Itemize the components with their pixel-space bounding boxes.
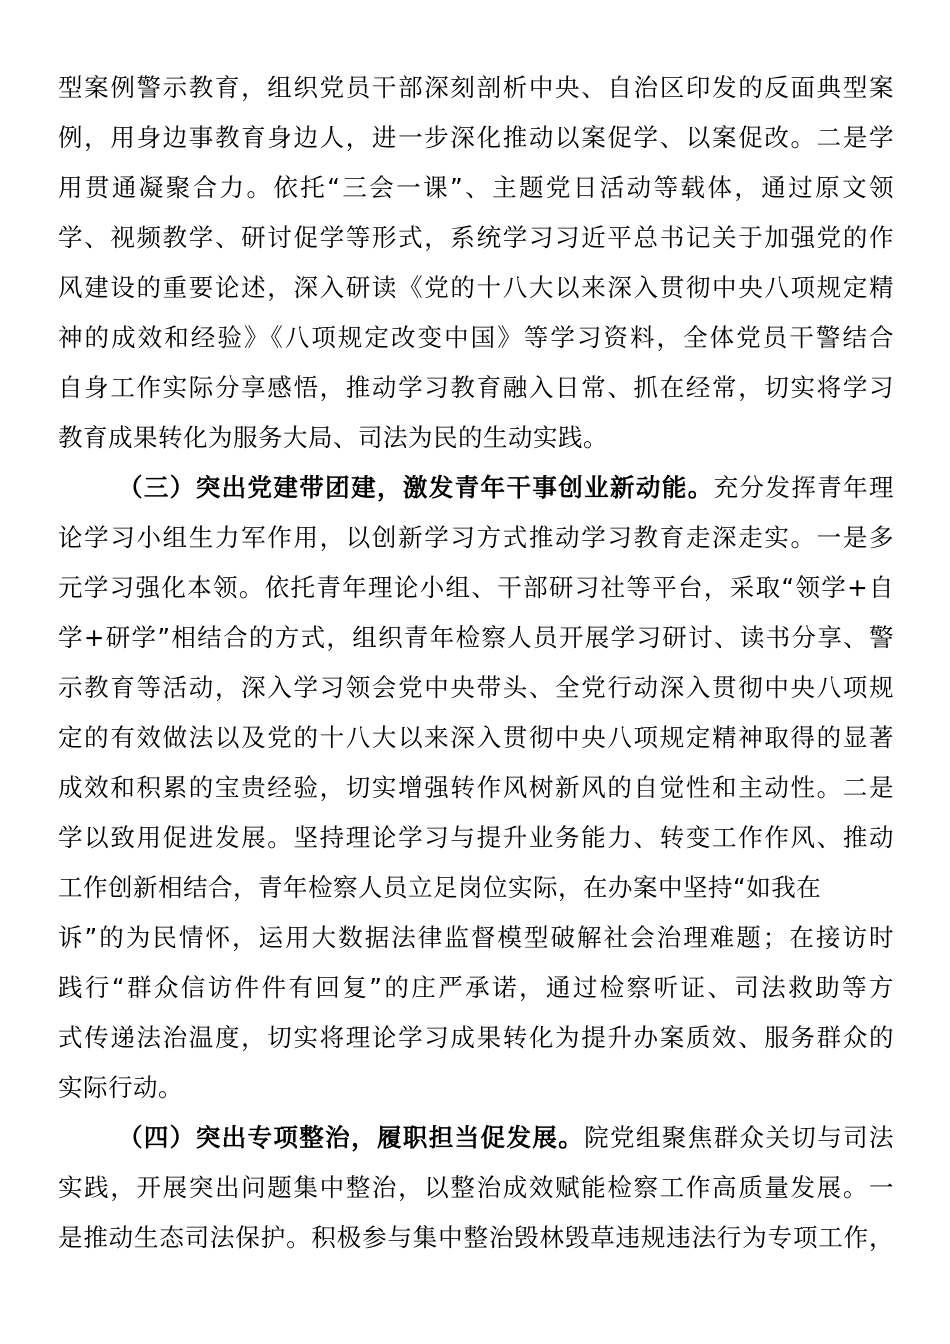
paragraph-line: 型案例警示教育，组织党员干部深刻剖析中央、自治区印发的反面典型案 [58, 73, 894, 102]
paragraph-line: 学、视频教学、研讨促学等形式，系统学习习近平总书记关于加强党的作 [58, 223, 894, 252]
paragraph-line: 神的成效和经验》《八项规定改变中国》等学习资料，全体党员干警结合 [58, 323, 894, 352]
paragraph-line: 成效和积累的宝贵经验，切实增强转作风树新风的自觉性和主动性。二是 [58, 773, 894, 802]
paragraph-line: 元学习强化本领。依托青年理论小组、干部研习社等平台，采取“领学+自 [58, 573, 894, 602]
paragraph-line: 自身工作实际分享感悟，推动学习教育融入日常、抓在经常，切实将学习 [58, 373, 894, 402]
paragraph-line: 工作创新相结合，青年检察人员立足岗位实际，在办案中坚持“如我在 [58, 873, 822, 902]
paragraph-line: 实际行动。 [58, 1073, 183, 1102]
section-heading-3 [118, 463, 894, 513]
paragraph-line: 诉”的为民情怀，运用大数据法律监督模型破解社会治理难题；在接访时 [58, 923, 894, 952]
section-heading-3-text: 充分发挥青年理 [713, 473, 894, 502]
section-heading-4 [118, 1113, 894, 1163]
section-heading-4-text: 院党组聚焦群众关切与司法 [584, 1123, 894, 1152]
paragraph-line: 用贯通凝聚合力。依托“三会一课”、主题党日活动等载体，通过原文领 [58, 173, 894, 202]
paragraph-line: 例，用身边事教育身边人，进一步深化推动以案促学、以案促改。二是学 [58, 123, 894, 152]
paragraph-line: 论学习小组生力军作用，以创新学习方式推动学习教育走深走实。一是多 [58, 523, 894, 552]
paragraph-line: 风建设的重要论述，深入研读《党的十八大以来深入贯彻中央八项规定精 [58, 273, 894, 302]
paragraph-line: 示教育等活动，深入学习领会党中央带头、全党行动深入贯彻中央八项规 [58, 673, 894, 702]
paragraph-line: 定的有效做法以及党的十八大以来深入贯彻中央八项规定精神取得的显著 [58, 723, 894, 752]
paragraph-line: 是推动生态司法保护。积极参与集中整治毁林毁草违规违法行为专项工作， [58, 1223, 894, 1252]
paragraph-line: 实践，开展突出问题集中整治，以整治成效赋能检察工作高质量发展。一 [58, 1173, 894, 1202]
section-heading-3-title: （三）突出党建带团建，激发青年干事创业新动能。 [118, 473, 714, 502]
paragraph-line: 学+研学”相结合的方式，组织青年检察人员开展学习研讨、读书分享、警 [58, 623, 894, 652]
paragraph-line: 学以致用促进发展。坚持理论学习与提升业务能力、转变工作作风、推动 [58, 823, 894, 852]
paragraph-line: 践行“群众信访件件有回复”的庄严承诺，通过检察听证、司法救助等方 [58, 973, 894, 1002]
paragraph-line: 式传递法治温度，切实将理论学习成果转化为提升办案质效、服务群众的 [58, 1023, 894, 1052]
section-heading-4-title: （四）突出专项整治，履职担当促发展。 [118, 1123, 585, 1152]
paragraph-line: 教育成果转化为服务大局、司法为民的生动实践。 [58, 423, 608, 452]
